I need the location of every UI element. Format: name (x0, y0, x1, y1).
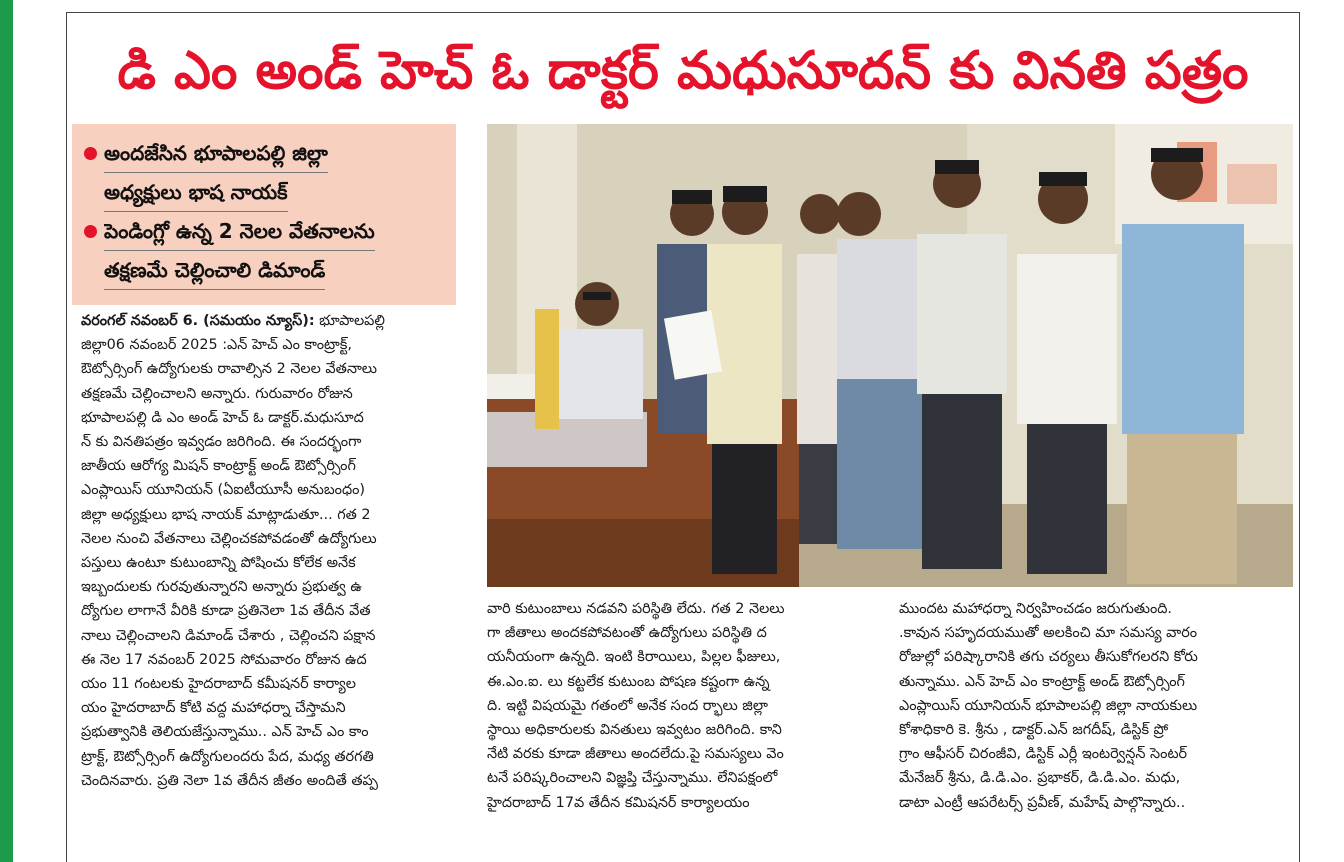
body-line: తక్షణమే చెల్లించాలని అన్నారు. గురువారం రోజున (81, 385, 353, 402)
body-line: రోజుల్లో పరిష్కారానికి తగు చర్యలు తీసుకోగలరని కోరు (899, 649, 1198, 666)
body-line: ఇబ్బందులకు గురవుతున్నారని అన్నారు ప్రభుత్వ ఉ (81, 579, 362, 596)
highlights-box (72, 124, 456, 305)
article-body-column-middle (487, 597, 885, 815)
dateline: వరంగల్ నవంబర్ 6. (సమయం న్యూస్): (81, 313, 315, 329)
bullet-icon (84, 225, 97, 238)
highlight-line: అందజేసిన భూపాలపల్లి జిల్లా (104, 134, 328, 173)
body-line (81, 309, 463, 333)
body-line: టనే పరిష్కరించాలని విజ్ఞప్తి చేస్తున్నాము. లేనిపక్షంలో (487, 770, 778, 787)
body-line: ఈ నెల 17 నవంబర్ 2025 సోమవారం రోజున ఉద (81, 651, 367, 668)
body-line: భూపాలపల్లి డి ఎం అండ్ హెచ్ ఓ డాక్టర్.మధుసూద (81, 409, 364, 426)
highlight-line: అధ్యక్షులు భాష నాయక్ (104, 173, 288, 212)
body-line: యం హైదరాబాద్ కోటి వద్ద మహాధర్నా చేస్తామని (81, 700, 346, 717)
highlight-item (82, 134, 446, 212)
body-line: జిల్లా అధ్యక్షులు భాష నాయక్ మాట్లాడుతూ... గత 2 (81, 506, 371, 523)
body-line: యనీయంగా ఉన్నది. ఇంటి కిరాయిలు, పిల్లల ఫీజులు, (487, 649, 781, 666)
body-line: యం 11 గంటలకు హైదరాబాద్ కమీషనర్ కార్యాల (81, 676, 356, 693)
body-line: నెలల నుంచి వేతనాలు చెల్లించకపోవడంతో ఉద్యోగులు (81, 530, 377, 547)
body-line: ఈ.ఎం.ఐ. లు కట్టలేక కుటుంబ పోషణ కష్టంగా ఉన్న (487, 673, 770, 690)
body-line: తున్నాము. ఎన్ హెచ్ ఎం కాంట్రాక్ట్ అండ్ ఔట్సోర్సింగ్ (899, 673, 1185, 690)
body-line: నేటి వరకు కూడా జీతాలు అందలేదు.పై సమస్యలు వెం (487, 746, 784, 763)
body-line: న్ కు వినతిపత్రం ఇవ్వడం జరిగింది. ఈ సందర్భంగా (81, 434, 362, 451)
body-line: డాటా ఎంట్రీ ఆపరేటర్స్ ప్రవీణ్, మహేష్ పాల్గొన్నారు.. (899, 794, 1186, 811)
body-line: కోశాధికారి కె. శ్రీను , డాక్టర్.ఎన్ జగదీష్, డిస్టిక్ ప్రో (899, 722, 1169, 739)
body-line: నాలు చెల్లించాలని డిమాండ్ చేశారు , చెల్లించని పక్షాన (81, 627, 376, 644)
body-line-text: భూపాలపల్లి (319, 313, 385, 329)
body-line: హైదరాబాద్ 17వ తేదీన కమిషనర్ కార్యాలయం (487, 794, 750, 811)
body-line: గ్రాం ఆఫీసర్ చిరంజీవి, డిస్టిక్ ఎర్లీ ఇంటర్వెన్షన్ సెంటర్ (899, 746, 1188, 763)
body-line: .కావున సహృదయముతో అలకించి మా సమస్య వారం (899, 625, 1198, 642)
body-line: ఔట్సోర్సింగ్ ఉద్యోగులకు రావాల్సిన 2 నెలల వేతనాలు (81, 361, 377, 378)
body-line: పస్తులు ఉంటూ కుటుంబాన్ని పోషించు కోలేక అనేక (81, 555, 356, 572)
article-body-column-left (81, 309, 463, 793)
body-line: మేనేజర్ శ్రీను, డి.డి.ఎం. ప్రభాకర్, డి.డి.ఎం. మధు, (899, 770, 1181, 787)
highlight-line: తక్షణమే చెల్లించాలి డిమాండ్ (104, 251, 325, 290)
body-line: స్థాయి అధికారులకు వినతులు ఇవ్వటం జరిగింది. కాని (487, 722, 782, 739)
group-photo-image (487, 124, 1293, 587)
body-line: వారి కుటుంబాలు నడవని పరిస్థితి లేదు. గత 2 నెలలు (487, 601, 785, 617)
article-body-column-right (899, 597, 1291, 815)
body-line: ఎంప్లాయిస్ యూనియన్ (ఏఐటీయూసీ అనుబంధం) (81, 482, 366, 499)
body-line: ది. ఇట్టి విషయమై గతంలో అనేక సంద ర్భాలు జిల్లా (487, 697, 768, 714)
body-line: జాతీయ ఆరోగ్య మిషన్ కాంట్రాక్ట్ అండ్ ఔట్సోర్సింగ్ (81, 458, 356, 475)
body-line: ట్రాక్ట్, ఔట్సోర్సింగ్ ఉద్యోగులందరు పేద, మధ్య తరగతి (81, 748, 374, 765)
article-photo (487, 124, 1293, 587)
highlight-item (82, 212, 446, 290)
article-headline: డి ఎం అండ్ హెచ్ ఓ డాక్టర్ మధుసూదన్ కు వినతి పత్రం (117, 41, 1249, 101)
page-edge-stripe (0, 0, 13, 862)
body-line: ద్యోగుల లాగానే వీరికి కూడా ప్రతినెలా 1వ తేదీన వేత (81, 603, 371, 620)
body-line: గా జీతాలు అందకపోవటంతో ఉద్యోగులు పరిస్థితి ద (487, 625, 767, 642)
body-line: ఎంప్లాయిస్ యూనియన్ భూపాలపల్లి జిల్లా నాయకులు (899, 697, 1198, 714)
body-line: చెందినవారు. ప్రతి నెలా 1వ తేదీన జీతం అందితే తప్ప (81, 772, 378, 789)
highlight-line: పెండింగ్లో ఉన్న 2 నెలల వేతనాలను (104, 212, 375, 251)
body-line: ప్రభుత్వానికి తెలియజేస్తున్నాము.. ఎన్ హెచ్ ఎం కాం (81, 724, 369, 741)
body-line: ముందట మహాధర్నా నిర్వహించడం జరుగుతుంది. (899, 601, 1172, 617)
bullet-icon (84, 147, 97, 160)
body-line: జిల్లా06 నవంబర్ 2025 :ఎన్ హెచ్ ఎం కాంట్రాక్ట్, (81, 337, 352, 354)
news-article (66, 12, 1300, 862)
